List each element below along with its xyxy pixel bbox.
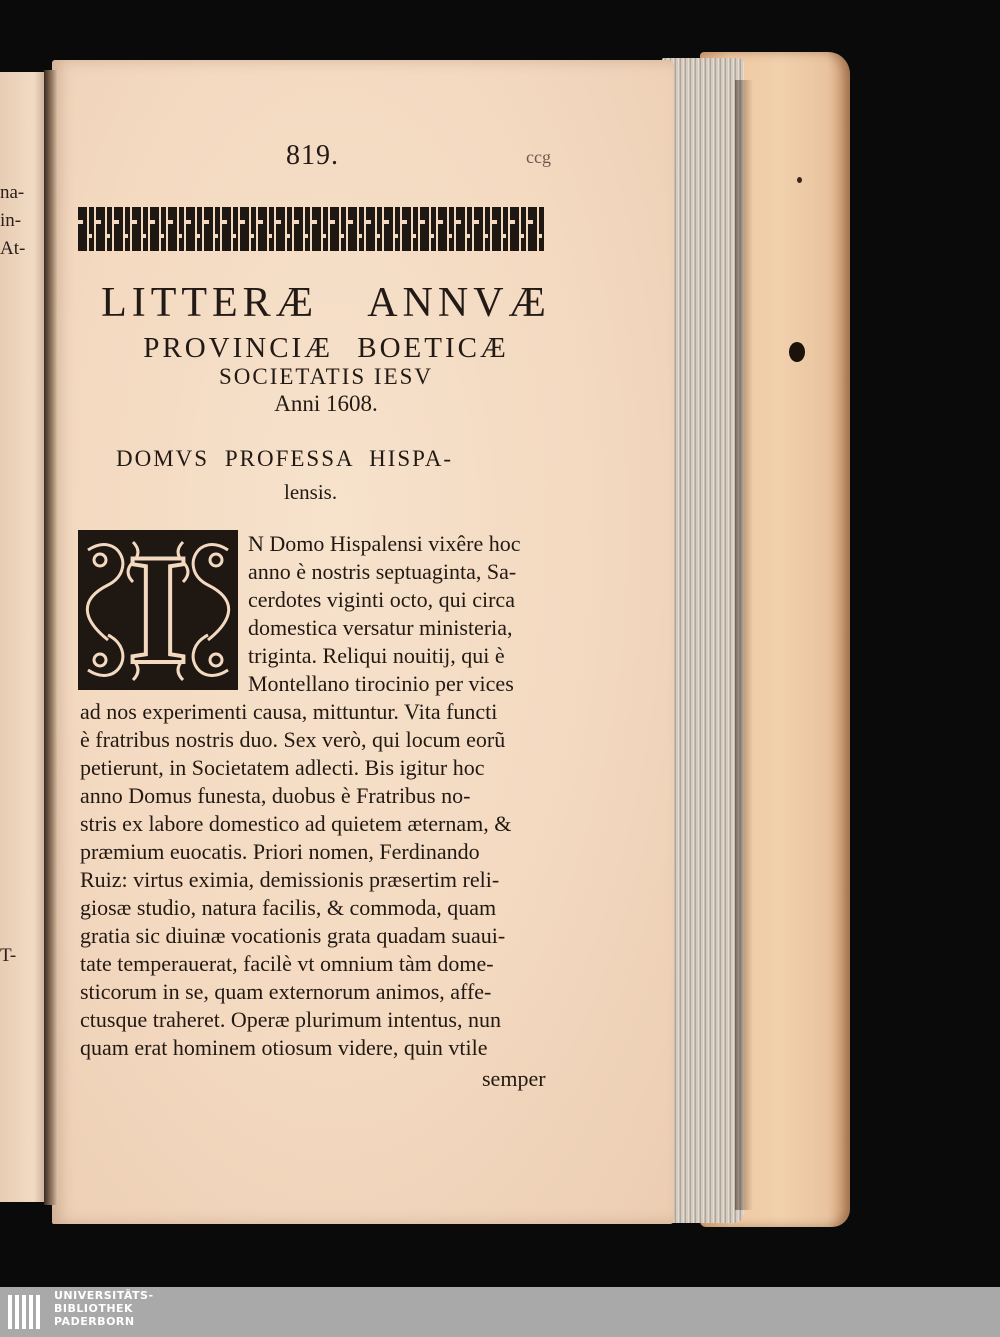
page-number: 819. (286, 140, 339, 171)
page-stack-edges (662, 58, 744, 1223)
text-line: cerdotes viginti octo, qui circa (248, 587, 515, 612)
library-logo-icon (6, 1293, 44, 1331)
text-line: triginta. Reliqui nouitij, qui è (248, 643, 505, 668)
decorated-initial (78, 530, 238, 690)
text-line: è fratribus nostris duo. Sex verò, qui locum eorũ (80, 727, 506, 752)
library-name-line: PADERBORN (54, 1315, 135, 1328)
left-page-fragment: na- (0, 182, 25, 203)
cover-spot (797, 177, 802, 183)
catchword: semper (482, 1066, 546, 1091)
left-page-fragment: T- (0, 945, 17, 966)
text-line: petierunt, in Societatem adlecti. Bis igitur hoc (80, 755, 485, 780)
library-footer-bar (0, 1287, 1000, 1337)
section-heading-continued: lensis. (284, 480, 338, 504)
title-line-3: SOCIETATIS IESV (218, 364, 434, 389)
edge-shadow (735, 80, 753, 1210)
library-name (54, 1289, 154, 1328)
corner-mark: ccg (526, 147, 551, 167)
text-line: anno Domus funesta, duobus è Fratribus no- (80, 783, 471, 808)
text-line: tate temperauerat, facilè vt omnium tàm dome- (80, 951, 494, 976)
left-page-fragment: in- (0, 210, 22, 231)
cover-wormhole (789, 342, 805, 362)
text-line: N Domo Hispalensi vixêre hoc (248, 531, 521, 556)
text-line: gratia sic diuinæ vocationis grata quadam suaui- (80, 923, 506, 948)
headpiece-ornament (78, 207, 546, 251)
title-line-1: LITTERÆ ANNVÆ (101, 280, 551, 326)
text-line: Ruiz: virtus eximia, demissionis præsertim reli- (80, 867, 500, 892)
text-line: anno è nostris septuaginta, Sa- (248, 559, 517, 584)
initial-letter: I (127, 530, 189, 690)
left-page-fragment: At- (0, 238, 26, 259)
text-line: Montellano tirocinio per vices (248, 671, 514, 696)
text-line: domestica versatur ministeria, (248, 615, 513, 640)
title-line-2: PROVINCIÆ BOETICÆ (143, 332, 509, 364)
text-line: ad nos experimenti causa, mittuntur. Vita functi (80, 699, 498, 724)
text-line: quam erat hominem otiosum videre, quin vtile (80, 1035, 488, 1060)
library-name-line: BIBLIOTHEK (54, 1302, 134, 1315)
section-heading: DOMVS PROFESSA HISPA- (116, 446, 454, 471)
title-year: Anni 1608. (274, 391, 378, 416)
text-line: giosæ studio, natura facilis, & commoda, quam (80, 895, 497, 920)
text-line: ctusque traheret. Operæ plurimum intentus, nun (80, 1007, 501, 1032)
text-line: præmium euocatis. Priori nomen, Ferdinando (80, 839, 480, 864)
book-gutter (44, 70, 58, 1205)
text-line: sticorum in se, quam externorum animos, affe- (80, 979, 492, 1004)
text-line: stris ex labore domestico ad quietem æternam, & (80, 811, 512, 836)
library-name-line: UNIVERSITÄTS- (54, 1289, 154, 1302)
